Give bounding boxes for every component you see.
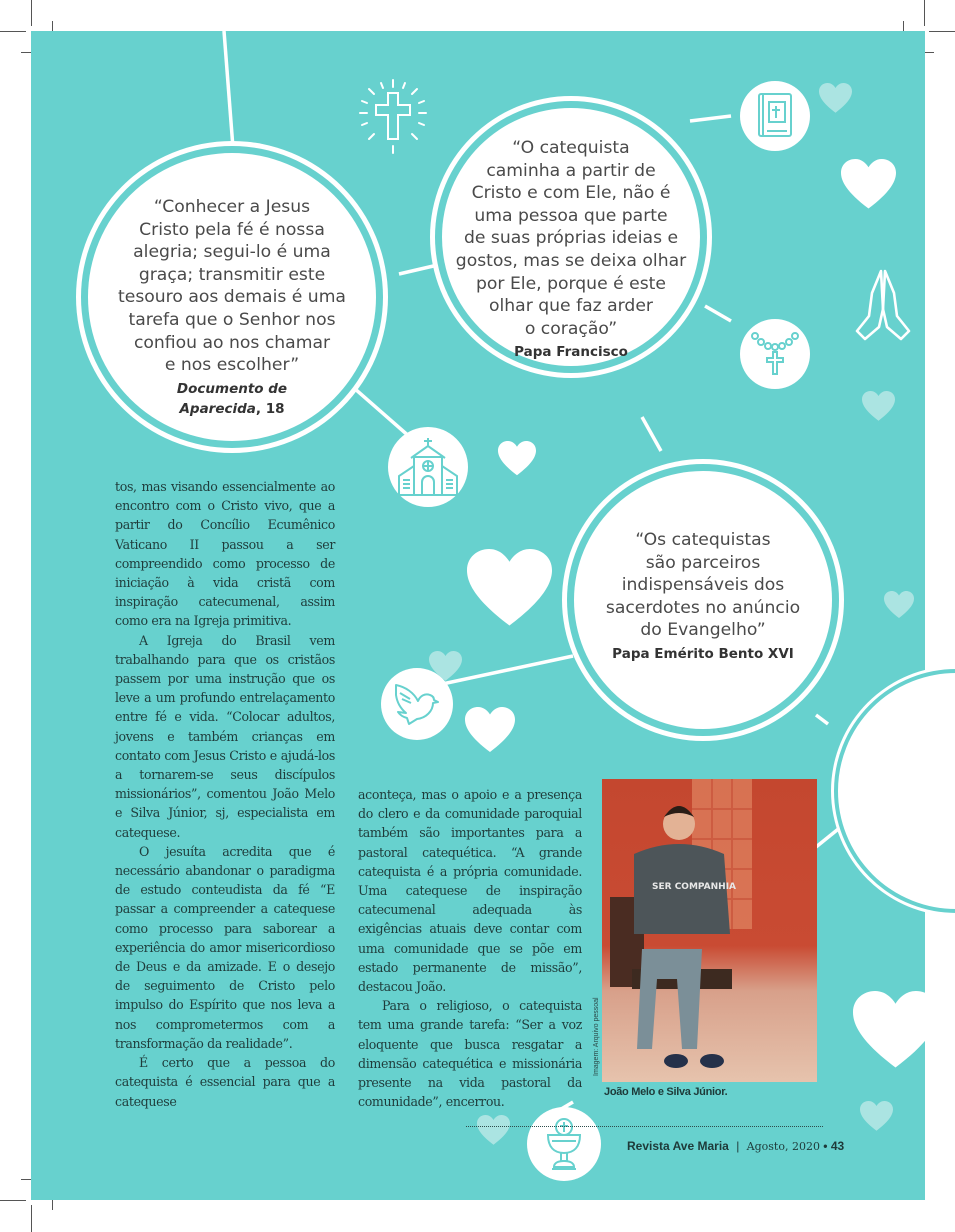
connector-line: [642, 417, 661, 451]
crop-mark: [31, 0, 32, 26]
magazine-name: Revista Ave Maria: [627, 1139, 729, 1153]
heart-icon: [498, 441, 536, 475]
praying-hands-icon: [857, 271, 909, 339]
radiant-cross-icon: [360, 80, 426, 153]
heart-icon: [477, 1115, 510, 1145]
article-column-1: [115, 477, 335, 1111]
footer-separator: |: [736, 1139, 740, 1153]
paragraph: O jesuíta acredita que é necessário abandonar o paradigma de estudo conteudista da fé “E passar a compreender a catequese como processo para saborear a experiência do amor misericordioso de Deus e da amizade. E o desejo de seguimento de Cristo pelo impulso do Espírito que nos leva a nos comprometermos com a transformação da realidade”.: [115, 843, 335, 1051]
heart-icon: [465, 707, 515, 752]
connector-line: [224, 31, 233, 148]
heart-icon: [467, 549, 552, 626]
paragraph: Para o religioso, o catequista tem uma grande tarefa: “Ser a voz eloquente que busca resgatar a dimensão catequética e missionária presente na vida pastoral da comunidade”, encerrou.: [358, 998, 582, 1110]
rosary-icon: [751, 330, 799, 378]
footer-bullet: •: [823, 1139, 828, 1153]
shirt-text: SER COMPANHIA: [652, 882, 737, 892]
heart-icon: [841, 159, 896, 209]
heart-icon: [819, 83, 852, 113]
heart-icon: [853, 991, 938, 1068]
crop-mark: [924, 0, 925, 26]
paragraph: É certo que a pessoa do catequista é essencial para que a catequese: [115, 1055, 335, 1109]
photo-credit: Imagem: Arquivo pessoal: [593, 997, 600, 1076]
quote-text: “O catequista caminha a partir de Cristo e com Ele, não é uma pessoa que parte de suas próprias ideias e gostos, mas se deixa olhar por Ele, porque é este olhar que faz arder o coração”: [455, 138, 687, 339]
quote-aparecida: [88, 196, 376, 419]
quote-bento: [574, 529, 832, 664]
paragraph: tos, mas visando essencialmente ao encontro com o Cristo vivo, que a partir do Concílio Ecumênico Vaticano II passou a ser compreendido como processo de iniciação à vida cristã com inspiração catecumenal, assim como era na Igreja primitiva.: [115, 479, 335, 629]
crop-mark: [31, 1205, 32, 1232]
quote-francisco: [442, 137, 700, 362]
heart-icon: [860, 1101, 893, 1131]
connector-line: [399, 264, 442, 274]
quote-text: “Conhecer a Jesus Cristo pela fé é nossa alegria; segui-lo é uma graça; transmitir este tesouro aos demais é uma tarefa que o Senhor nos confiou ao nos chamar e nos escolher”: [118, 197, 346, 376]
quote-author-title: Documento de Aparecida: [176, 380, 288, 417]
chalice-icon-circle: [527, 1107, 601, 1181]
quote-author: Papa Francisco: [514, 344, 628, 361]
crop-mark: [929, 31, 955, 32]
rosary-icon-circle: [740, 319, 810, 389]
quote-text: “Os catequistas são parceiros indispensáveis dos sacerdotes no anúncio do Evangelho”: [605, 530, 801, 641]
quote-author: [88, 379, 376, 419]
crop-mark: [0, 1200, 26, 1201]
page-number: 43: [830, 1139, 845, 1153]
connector-line: [690, 116, 731, 121]
photo-illustration: [602, 779, 817, 1082]
church-icon: [397, 436, 459, 498]
dove-icon-circle: [381, 668, 453, 740]
connector-line: [816, 715, 828, 724]
paragraph: aconteça, mas o apoio e a presença do clero e da comunidade paroquial também são importantes para a pastoral catequética. “A grande catequista é a própria comunidade. Uma catequese de inspiração catecumenal adequada às exigências atuais deve contar com uma comunidade que se põe em estado permanente de missão”, destacou João.: [358, 787, 582, 995]
page-footer: [627, 1139, 844, 1153]
bible-icon: [755, 92, 795, 140]
paragraph: A Igreja do Brasil vem trabalhando para que os cristãos passem por uma instrução que os leve a um profundo entrelaçamento entre fé e vida. “Colocar adultos, jovens e também crianças em contato com Jesus Cristo e ajudá-los a tornarem-se seus discípulos missionários”, comentou João Melo e Silva Júnior, sj, especialista em catequese.: [115, 632, 335, 840]
bible-icon-circle: [740, 81, 810, 151]
photo-caption: João Melo e Silva Júnior.: [604, 1086, 728, 1098]
article-column-2: [358, 785, 582, 1111]
magazine-page: [31, 31, 925, 1200]
connector-line: [705, 306, 731, 321]
heart-icon: [862, 391, 895, 421]
quote-author: Papa Emérito Bento XVI: [612, 645, 794, 662]
quote-author-suffix: , 18: [255, 400, 285, 417]
church-icon-circle: [388, 427, 468, 507]
portrait-photo: [593, 779, 817, 1082]
crop-mark: [0, 31, 26, 32]
decorative-bubble: [831, 666, 955, 916]
dove-icon: [394, 683, 440, 725]
heart-icon: [884, 591, 914, 618]
issue-date: Agosto, 2020: [746, 1140, 820, 1153]
footer-rule: [466, 1126, 823, 1127]
